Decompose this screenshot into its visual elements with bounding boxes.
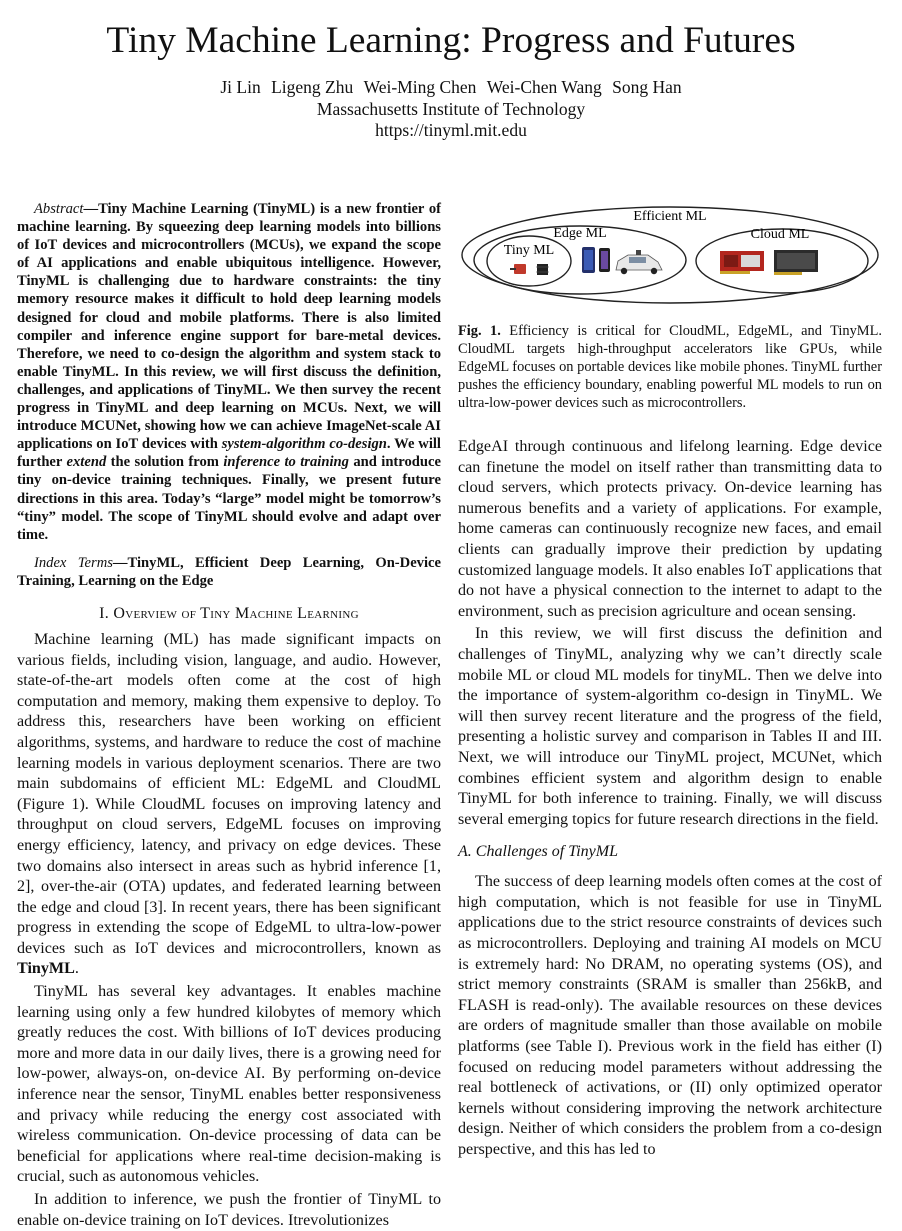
abstract (17, 200, 441, 544)
section-heading: I. Overview of Tiny Machine Learning (99, 604, 359, 622)
subsection-heading: A. Challenges of TinyML (458, 843, 618, 861)
cloud-ml-label: Cloud ML (750, 227, 810, 242)
left-column (17, 200, 441, 1231)
abstract-emphasis: system-algorithm co-design (221, 436, 387, 453)
abstract-label: Abstract (34, 201, 84, 217)
caption-label: Fig. 1. (458, 323, 501, 339)
paragraph: EdgeAI through continuous and lifelong learning. Edge device can finetune the model on itself rather than transmitting data to cloud servers, which protects privacy. On-device learning has numerous benefits and a variety of applications. For example, home cameras can continuously recognize new faces, and email clients can gradually improve their prediction by updating customized language models. It also enables IoT applications that do not have a physical connection to the internet to adapt to the environment, such as precision agriculture and ocean sensing. (458, 438, 882, 620)
author: Wei-Ming Chen (363, 77, 477, 97)
abstract-emphasis: extend (66, 454, 107, 471)
author: Ji Lin (220, 77, 261, 97)
project-url[interactable]: https://tinyml.mit.edu (375, 120, 527, 140)
affiliation: Massachusetts Institute of Technology (316, 99, 586, 119)
abstract-text: Tiny Machine Learning (TinyML) is a new frontier of machine learning. By squeezing deep learning models into billions of IoT devices and microcontrollers (MCUs), we expand the scope of AI applications and enable ubiquitous intelligence. However, TinyML is challenging due to hardware constraints: the tiny memory resource makes it difficult to hold deep learning models designed for cloud and mobile platforms. There is also limited compiler and inference engine support for bare-metal devices. Therefore, we need to co-design the algorithm and system stack to enable TinyML. In this review, we will first discuss the definition, challenges, and applications of TinyML. We then survey the recent progress in TinyML and deep learning on MCUs. Next, we will introduce MCUNet, showing how we can achieve ImageNet-scale AI applications on IoT devices with (17, 201, 441, 453)
paragraph-text: . (74, 960, 79, 978)
abstract-text: the solution from (106, 454, 224, 471)
abstract-text: and introduce tiny on-device training techniques. Finally, we present future directions in this area. Today’s “large” model might be tomorrow’s “tiny” model. The scope of TinyML should evolve and adapt over time. (17, 454, 441, 543)
paragraph (17, 630, 441, 980)
car-icon (616, 250, 662, 274)
paragraph-text: Machine learning (ML) has made significant impacts on various fields, including vision, language, and audio. However, state-of-the-art models often come at the cost of high computation and memory, making them expensive to deploy. To address this, researchers have been working on efficient algorithms, systems, and hardware to reduce the cost of machine learning models in various deployment scenarios. There are two main subdomains of efficient ML: EdgeML and CloudML (Figure 1). While CloudML focuses on improving latency and throughput on cloud servers, EdgeML focuses on improving energy efficiency, latency, and privacy on edge devices. These two domains also intersect in areas such as hybrid inference [1, 2], over-the-air (OTA) updates, and federated learning between the edge and cloud [3]. In recent years, there has been significant progress in extending the scope of EdgeML to ultra-low-power devices such as IoT devices and microcontrollers, known as (17, 630, 441, 957)
index-terms (17, 554, 441, 590)
figure-1-caption (458, 322, 882, 412)
edge-ml-label: Edge ML (553, 226, 607, 241)
paragraph: TinyML has several key advantages. It enables machine learning using only a few hundred kilobytes of memory which greatly reduces the cost. With billions of IoT devices producing more and more data in our daily lives, there is a growing need for low-power, always-on, on-device AI. By performing on-device inference near the sensor, TinyML enables better responsiveness and privacy while reducing the energy cost associated with wireless communication. On-device processing of data can be beneficial for applications where real-time decision-making is crucial, such as autonomous vehicles. (17, 983, 441, 1186)
phone-icon (599, 248, 610, 272)
author: Ligeng Zhu (271, 77, 354, 97)
smartphone-icon (582, 247, 595, 273)
author-list (0, 77, 902, 98)
gpu-icon (774, 250, 818, 275)
section-body (17, 630, 441, 1231)
bold-term: TinyML (17, 960, 75, 978)
paragraph: In this review, we will first discuss the definition and challenges of TinyML, analyzing why we can’t directly scale mobile ML or cloud ML models for tinyML. Then we delve into the importance of system-algorithm co-design in TinyML. We will then survey recent literature and the progress of the field, presenting a holistic survey and comparison in Tables II and III. Next, we will introduce our TinyML project, MCUNet, which combines efficient system and algorithm design to enable TinyML for both inference to training. Finally, we will discuss several emerging topics for future research directions in the field. (458, 625, 882, 828)
chip-icon (536, 264, 549, 275)
efficient-ml-label: Efficient ML (633, 209, 707, 224)
index-terms-text: —TinyML, Efficient Deep Learning, On-Device Training, Learning on the Edge (17, 554, 441, 589)
paper-title: Tiny Machine Learning: Progress and Futures (106, 20, 796, 61)
tiny-ml-label: Tiny ML (503, 243, 555, 258)
figure-1-diagram (458, 198, 882, 310)
abstract-dash: — (83, 201, 99, 217)
paragraph: The success of deep learning models often comes at the cost of high computation, which is not feasible for use in TinyML applications due to the strict resource constraints of devices such as microcontrollers. Deploying and training AI models on MCU is extremely hard: No DRAM, no operating systems (OS), and strict memory constraints (SRAM is smaller than 256kB, and FLASH is read-only). The available resources on these devices are orders of magnitude smaller than those available on mobile platforms (see Table I). Previous work in the field has either (I) focused on reducing model parameters without addressing the real bottleneck of activations, or (II) only optimized operator kernels without considering improving the network architecture design. Neither of which considers the problem from a co-design perspective, and this has led to (458, 873, 882, 1158)
microcontroller-icon (510, 264, 526, 274)
paragraph: In addition to inference, we push the frontier of TinyML to enable on-device training on IoT devices. Itrevolutionizes (17, 1191, 441, 1229)
caption-text: Efficiency is critical for CloudML, EdgeML, and TinyML. CloudML targets high-throughput accelerators like GPUs, while EdgeML focuses on portable devices like mobile phones. TinyML further pushes the efficiency boundary, enabling powerful ML models to run on ultra-low-power devices such as microcontrollers. (458, 323, 882, 411)
right-column (458, 437, 882, 1161)
accelerator-card-icon (720, 251, 764, 274)
index-terms-label: Index Terms (34, 554, 113, 571)
author: Wei-Chen Wang (486, 77, 602, 97)
author: Song Han (612, 77, 682, 97)
abstract-emphasis: inference to training (223, 454, 349, 471)
abstract-text: . We will further (17, 436, 441, 471)
